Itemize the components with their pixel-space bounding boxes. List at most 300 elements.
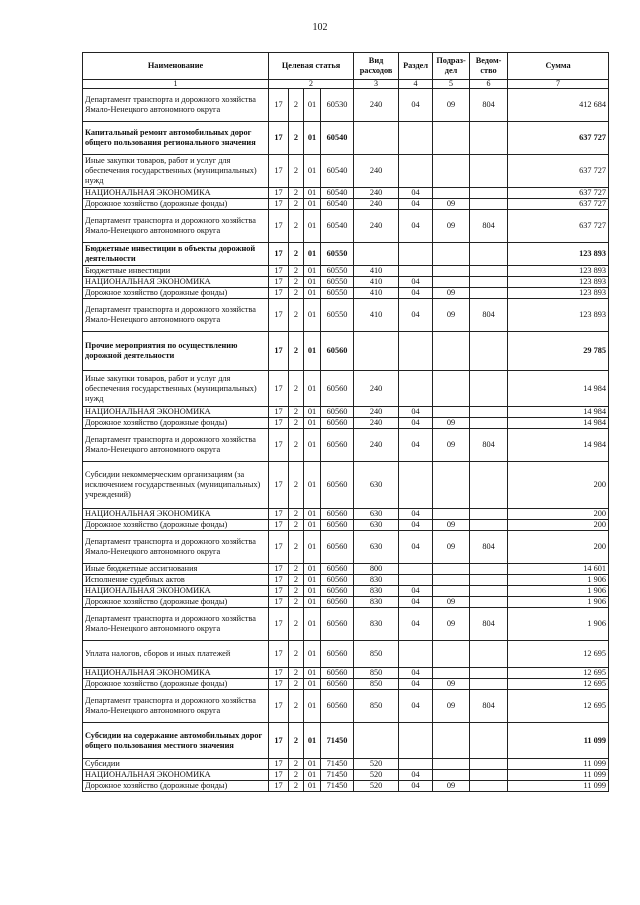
target-code-1: 17 [269,332,289,371]
razdel-cell: 04 [399,299,433,332]
target-code-3: 01 [304,690,321,723]
target-code-2: 2 [289,723,304,759]
table-row [83,679,609,690]
header-row [83,53,609,80]
target-code-1: 17 [269,210,289,243]
vedom-cell [470,462,508,509]
target-code-4: 60560 [321,597,354,608]
target-code-1: 17 [269,531,289,564]
target-code-3: 01 [304,770,321,781]
row-name: НАЦИОНАЛЬНАЯ ЭКОНОМИКА [83,407,269,418]
vedom-cell [470,679,508,690]
target-code-3: 01 [304,122,321,155]
target-code-4: 60560 [321,371,354,407]
target-code-2: 2 [289,266,304,277]
vedom-cell [470,407,508,418]
target-code-3: 01 [304,759,321,770]
row-name: Иные закупки товаров, работ и услуг для обеспечения государственных (муниципальных) нужд [83,155,269,188]
table-row [83,210,609,243]
vid-cell: 830 [354,575,399,586]
header-razdel: Раздел [399,53,433,80]
vedom-cell [470,597,508,608]
target-code-1: 17 [269,781,289,792]
target-code-2: 2 [289,520,304,531]
target-code-2: 2 [289,575,304,586]
vedom-cell: 804 [470,299,508,332]
header-summa: Сумма [508,53,609,80]
vid-cell: 630 [354,520,399,531]
target-code-1: 17 [269,641,289,668]
target-code-4: 71450 [321,723,354,759]
row-name: НАЦИОНАЛЬНАЯ ЭКОНОМИКА [83,668,269,679]
target-code-2: 2 [289,288,304,299]
razdel-cell [399,266,433,277]
vid-cell: 240 [354,429,399,462]
target-code-2: 2 [289,509,304,520]
razdel-cell [399,243,433,266]
target-code-1: 17 [269,277,289,288]
target-code-1: 17 [269,288,289,299]
column-number-row [83,80,609,89]
target-code-3: 01 [304,288,321,299]
vedom-cell [470,188,508,199]
target-code-1: 17 [269,407,289,418]
podrazdel-cell [433,266,470,277]
sum-cell: 14 601 [508,564,609,575]
table-row [83,332,609,371]
target-code-2: 2 [289,586,304,597]
table-row [83,288,609,299]
table-row [83,690,609,723]
target-code-3: 01 [304,210,321,243]
table-row [83,277,609,288]
razdel-cell [399,759,433,770]
podrazdel-cell: 09 [433,288,470,299]
vid-cell: 630 [354,462,399,509]
row-name: Исполнение судебных актов [83,575,269,586]
row-name: Департамент транспорта и дорожного хозяйства Ямало-Ненецкого автономного округа [83,210,269,243]
vid-cell: 800 [354,564,399,575]
col-num-3: 3 [354,80,399,89]
table-row [83,781,609,792]
sum-cell: 12 695 [508,668,609,679]
target-code-3: 01 [304,407,321,418]
sum-cell: 14 984 [508,371,609,407]
target-code-2: 2 [289,641,304,668]
target-code-1: 17 [269,575,289,586]
target-code-1: 17 [269,520,289,531]
vedom-cell [470,122,508,155]
razdel-cell [399,122,433,155]
budget-table [82,52,609,792]
target-code-4: 60560 [321,407,354,418]
target-code-4: 60560 [321,509,354,520]
table-row [83,418,609,429]
podrazdel-cell: 09 [433,89,470,122]
target-code-4: 60560 [321,668,354,679]
razdel-cell: 04 [399,199,433,210]
podrazdel-cell [433,122,470,155]
razdel-cell: 04 [399,429,433,462]
razdel-cell: 04 [399,781,433,792]
target-code-4: 71450 [321,759,354,770]
vedom-cell [470,371,508,407]
sum-cell: 12 695 [508,679,609,690]
vedom-cell [470,723,508,759]
target-code-4: 60540 [321,210,354,243]
vedom-cell [470,641,508,668]
sum-cell: 200 [508,531,609,564]
target-code-3: 01 [304,332,321,371]
razdel-cell: 04 [399,679,433,690]
table-row [83,299,609,332]
sum-cell: 200 [508,520,609,531]
sum-cell: 12 695 [508,690,609,723]
row-name: НАЦИОНАЛЬНАЯ ЭКОНОМИКА [83,277,269,288]
header-vedom: Ведом-ство [470,53,508,80]
target-code-1: 17 [269,155,289,188]
vedom-cell [470,668,508,679]
target-code-2: 2 [289,332,304,371]
target-code-1: 17 [269,564,289,575]
target-code-1: 17 [269,371,289,407]
table-row [83,564,609,575]
sum-cell: 637 727 [508,155,609,188]
target-code-1: 17 [269,89,289,122]
vedom-cell: 804 [470,690,508,723]
razdel-cell [399,641,433,668]
target-code-2: 2 [289,188,304,199]
podrazdel-cell [433,641,470,668]
vid-cell: 830 [354,597,399,608]
target-code-3: 01 [304,199,321,210]
table-row [83,407,609,418]
target-code-1: 17 [269,690,289,723]
table-row [83,188,609,199]
col-num-6: 6 [470,80,508,89]
table-row [83,641,609,668]
podrazdel-cell [433,509,470,520]
vid-cell: 240 [354,407,399,418]
target-code-4: 71450 [321,781,354,792]
target-code-1: 17 [269,586,289,597]
vedom-cell [470,509,508,520]
target-code-3: 01 [304,418,321,429]
col-num-7: 7 [508,80,609,89]
razdel-cell: 04 [399,509,433,520]
table-row [83,266,609,277]
sum-cell: 637 727 [508,199,609,210]
target-code-4: 60560 [321,641,354,668]
table-row [83,429,609,462]
razdel-cell: 04 [399,188,433,199]
target-code-3: 01 [304,89,321,122]
target-code-3: 01 [304,462,321,509]
row-name: Департамент транспорта и дорожного хозяйства Ямало-Ненецкого автономного округа [83,531,269,564]
target-code-3: 01 [304,564,321,575]
target-code-3: 01 [304,586,321,597]
target-code-4: 71450 [321,770,354,781]
podrazdel-cell [433,586,470,597]
col-num-1: 1 [83,80,269,89]
target-code-4: 60550 [321,277,354,288]
sum-cell: 637 727 [508,188,609,199]
target-code-2: 2 [289,243,304,266]
podrazdel-cell: 09 [433,690,470,723]
vedom-cell [470,575,508,586]
podrazdel-cell [433,243,470,266]
podrazdel-cell [433,462,470,509]
target-code-2: 2 [289,299,304,332]
target-code-4: 60540 [321,188,354,199]
razdel-cell: 04 [399,597,433,608]
target-code-2: 2 [289,759,304,770]
target-code-4: 60550 [321,299,354,332]
row-name: Департамент транспорта и дорожного хозяйства Ямало-Ненецкого автономного округа [83,299,269,332]
row-name: НАЦИОНАЛЬНАЯ ЭКОНОМИКА [83,586,269,597]
podrazdel-cell: 09 [433,429,470,462]
target-code-3: 01 [304,608,321,641]
target-code-3: 01 [304,575,321,586]
vid-cell [354,723,399,759]
podrazdel-cell: 09 [433,781,470,792]
target-code-3: 01 [304,668,321,679]
podrazdel-cell: 09 [433,199,470,210]
target-code-3: 01 [304,155,321,188]
col-num-4: 4 [399,80,433,89]
podrazdel-cell [433,759,470,770]
target-code-1: 17 [269,429,289,462]
target-code-3: 01 [304,723,321,759]
podrazdel-cell: 09 [433,597,470,608]
vid-cell: 240 [354,371,399,407]
vedom-cell [470,418,508,429]
razdel-cell: 04 [399,288,433,299]
row-name: Департамент транспорта и дорожного хозяйства Ямало-Ненецкого автономного округа [83,89,269,122]
row-name: Иные бюджетные ассигнования [83,564,269,575]
sum-cell: 123 893 [508,288,609,299]
podrazdel-cell: 09 [433,418,470,429]
vedom-cell [470,277,508,288]
sum-cell: 123 893 [508,266,609,277]
target-code-4: 60530 [321,89,354,122]
row-name: Дорожное хозяйство (дорожные фонды) [83,781,269,792]
razdel-cell: 04 [399,277,433,288]
target-code-2: 2 [289,418,304,429]
podrazdel-cell: 09 [433,299,470,332]
target-code-4: 60560 [321,332,354,371]
razdel-cell: 04 [399,668,433,679]
header-target: Целевая статья [269,53,354,80]
vid-cell [354,243,399,266]
col-num-2: 2 [269,80,354,89]
podrazdel-cell [433,332,470,371]
header-name: Наименование [83,53,269,80]
table-row [83,122,609,155]
vedom-cell: 804 [470,210,508,243]
vid-cell: 520 [354,759,399,770]
vedom-cell [470,243,508,266]
podrazdel-cell [433,155,470,188]
sum-cell: 1 906 [508,608,609,641]
row-name: Дорожное хозяйство (дорожные фонды) [83,199,269,210]
vid-cell: 240 [354,89,399,122]
row-name: Субсидии некоммерческим организациям (за исключением государственных (муниципальных) учреждений) [83,462,269,509]
table-row [83,759,609,770]
vedom-cell [470,586,508,597]
vid-cell: 630 [354,509,399,520]
vid-cell: 240 [354,199,399,210]
col-num-5: 5 [433,80,470,89]
row-name: Департамент транспорта и дорожного хозяйства Ямало-Ненецкого автономного округа [83,429,269,462]
target-code-1: 17 [269,188,289,199]
row-name: Департамент транспорта и дорожного хозяйства Ямало-Ненецкого автономного округа [83,690,269,723]
vedom-cell [470,288,508,299]
target-code-2: 2 [289,429,304,462]
razdel-cell: 04 [399,770,433,781]
target-code-1: 17 [269,418,289,429]
row-name: Уплата налогов, сборов и иных платежей [83,641,269,668]
table-row [83,520,609,531]
podrazdel-cell [433,188,470,199]
table-body [83,89,609,792]
razdel-cell [399,575,433,586]
target-code-4: 60560 [321,531,354,564]
vedom-cell [470,564,508,575]
podrazdel-cell [433,575,470,586]
target-code-2: 2 [289,781,304,792]
target-code-3: 01 [304,277,321,288]
target-code-1: 17 [269,759,289,770]
target-code-1: 17 [269,266,289,277]
target-code-4: 60540 [321,122,354,155]
table-row [83,199,609,210]
target-code-1: 17 [269,509,289,520]
sum-cell: 1 906 [508,597,609,608]
target-code-4: 60550 [321,266,354,277]
target-code-3: 01 [304,188,321,199]
razdel-cell [399,462,433,509]
vid-cell: 520 [354,770,399,781]
vedom-cell [470,770,508,781]
target-code-1: 17 [269,299,289,332]
row-name: Департамент транспорта и дорожного хозяйства Ямало-Ненецкого автономного округа [83,608,269,641]
target-code-4: 60560 [321,418,354,429]
sum-cell: 637 727 [508,210,609,243]
vid-cell: 520 [354,781,399,792]
vid-cell: 850 [354,679,399,690]
vedom-cell [470,781,508,792]
page-number: 102 [312,22,328,33]
target-code-2: 2 [289,371,304,407]
razdel-cell: 04 [399,520,433,531]
target-code-3: 01 [304,531,321,564]
row-name: НАЦИОНАЛЬНАЯ ЭКОНОМИКА [83,509,269,520]
podrazdel-cell: 09 [433,679,470,690]
row-name: НАЦИОНАЛЬНАЯ ЭКОНОМИКА [83,188,269,199]
target-code-2: 2 [289,122,304,155]
header-podrazdel: Подраз-дел [433,53,470,80]
target-code-2: 2 [289,770,304,781]
target-code-1: 17 [269,462,289,509]
row-name: Прочие мероприятия по осуществлению дорожной деятельности [83,332,269,371]
target-code-2: 2 [289,531,304,564]
target-code-2: 2 [289,608,304,641]
razdel-cell [399,723,433,759]
table-row [83,462,609,509]
row-name: Дорожное хозяйство (дорожные фонды) [83,288,269,299]
sum-cell: 637 727 [508,122,609,155]
target-code-4: 60560 [321,462,354,509]
sum-cell: 412 684 [508,89,609,122]
row-name: Дорожное хозяйство (дорожные фонды) [83,520,269,531]
sum-cell: 1 906 [508,575,609,586]
podrazdel-cell: 09 [433,531,470,564]
podrazdel-cell: 09 [433,210,470,243]
vedom-cell [470,520,508,531]
vid-cell: 240 [354,210,399,243]
razdel-cell: 04 [399,89,433,122]
vid-cell: 630 [354,531,399,564]
target-code-1: 17 [269,679,289,690]
sum-cell: 12 695 [508,641,609,668]
vedom-cell [470,155,508,188]
row-name: Дорожное хозяйство (дорожные фонды) [83,597,269,608]
vedom-cell [470,199,508,210]
vid-cell [354,122,399,155]
target-code-3: 01 [304,641,321,668]
table-row [83,155,609,188]
table-row [83,770,609,781]
vedom-cell: 804 [470,531,508,564]
sum-cell: 200 [508,509,609,520]
row-name: Дорожное хозяйство (дорожные фонды) [83,418,269,429]
target-code-1: 17 [269,122,289,155]
target-code-4: 60560 [321,564,354,575]
target-code-3: 01 [304,299,321,332]
vedom-cell [470,266,508,277]
target-code-2: 2 [289,89,304,122]
row-name: Бюджетные инвестиции в объекты дорожной деятельности [83,243,269,266]
target-code-1: 17 [269,597,289,608]
target-code-1: 17 [269,243,289,266]
target-code-4: 60540 [321,199,354,210]
target-code-1: 17 [269,199,289,210]
row-name: Субсидии на содержание автомобильных дорог общего пользования местного значения [83,723,269,759]
razdel-cell [399,332,433,371]
row-name: Капитальный ремонт автомобильных дорог общего пользования регионального значения [83,122,269,155]
target-code-2: 2 [289,668,304,679]
header-vid: Вид расходов [354,53,399,80]
target-code-4: 60560 [321,429,354,462]
sum-cell: 29 785 [508,332,609,371]
target-code-4: 60550 [321,288,354,299]
target-code-2: 2 [289,462,304,509]
razdel-cell: 04 [399,586,433,597]
razdel-cell: 04 [399,690,433,723]
target-code-1: 17 [269,668,289,679]
target-code-3: 01 [304,429,321,462]
vid-cell: 410 [354,288,399,299]
vid-cell: 410 [354,277,399,288]
table-row [83,597,609,608]
table-row [83,608,609,641]
vedom-cell [470,759,508,770]
row-name: НАЦИОНАЛЬНАЯ ЭКОНОМИКА [83,770,269,781]
sum-cell: 14 984 [508,418,609,429]
row-name: Дорожное хозяйство (дорожные фонды) [83,679,269,690]
target-code-2: 2 [289,679,304,690]
